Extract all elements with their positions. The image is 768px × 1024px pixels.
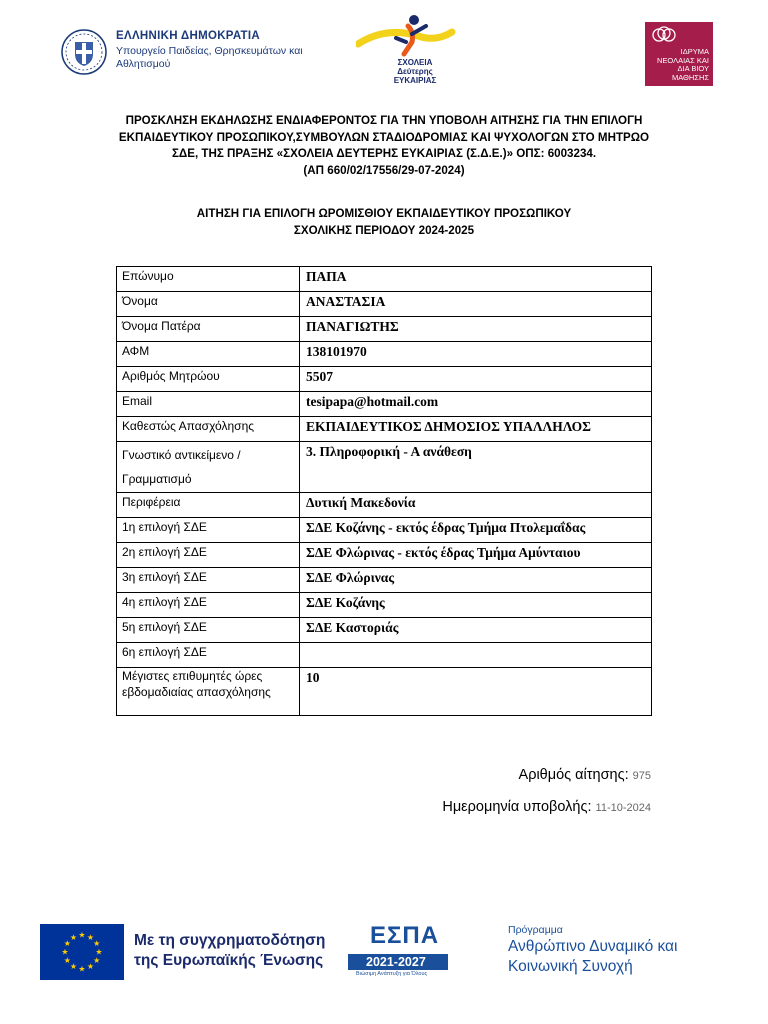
application-number (519, 767, 651, 783)
field-label: 5η επιλογή ΣΔΕ (117, 618, 300, 643)
espa-slogan: Βιώσιμη Ανάπτυξη για Όλους (356, 971, 428, 977)
field-value: ΣΔΕ Φλώρινας - εκτός έδρας Τμήμα Αμύνταιου (300, 543, 652, 568)
table-row (117, 593, 652, 618)
inedivim-mark-icon (645, 22, 713, 48)
eu-star-icon: ★ (63, 939, 71, 948)
field-value: Δυτική Μακεδονία (300, 493, 652, 518)
eu-star-icon: ★ (95, 947, 103, 957)
eu-star-icon: ★ (86, 932, 95, 942)
table-row (117, 342, 652, 367)
sde-logo-text: ΣΧΟΛΕΙΑ Δεύτερης ΕΥΚΑΙΡΙΑΣ (393, 58, 437, 85)
subtitle-line: ΑΙΤΗΣΗ ΓΙΑ ΕΠΙΛΟΓΗ ΩΡΟΜΙΣΘΙΟΥ ΕΚΠΑΙΔΕΥΤΙΚΟΥ ΠΡΟΣΩΠΙΚΟΥ (196, 207, 572, 220)
program-name-line: Ανθρώπινο Δυναμικό και (508, 938, 678, 955)
eu-star-icon: ★ (78, 930, 86, 940)
greek-republic-logo (60, 26, 310, 78)
table-row (117, 543, 652, 568)
greek-coat-of-arms-icon (60, 28, 108, 76)
table-row (117, 568, 652, 593)
field-label: 1η επιλογή ΣΔΕ (117, 518, 300, 543)
eu-flag-icon (40, 924, 124, 980)
field-value: tesipapa@hotmail.com (300, 392, 652, 417)
table-row (117, 518, 652, 543)
field-value: ΣΔΕ Κοζάνης - εκτός έδρας Τμήμα Πτολεμαΐδας (300, 518, 652, 543)
table-row (117, 292, 652, 317)
field-label: Καθεστώς Απασχόλησης (117, 417, 300, 442)
application-number-value: 975 (632, 770, 651, 782)
field-label: Επώνυμο (117, 267, 300, 292)
title-line: ΕΚΠΑΙΔΕΥΤΙΚΟΥ ΠΡΟΣΩΠΙΚΟΥ,ΣΥΜΒΟΥΛΩΝ ΣΤΑΔΙΟΔΡΟΜΙΑΣ ΚΑΙ ΨΥΧΟΛΟΓΩΝ ΣΤΟ ΜΗΤΡΩΟ (118, 130, 650, 144)
eu-text-line: της Ευρωπαϊκής Ένωσης (134, 952, 324, 969)
inedivim-logo (645, 22, 713, 86)
invitation-title (60, 113, 708, 179)
field-label: Αριθμός Μητρώου (117, 367, 300, 392)
table-row (117, 317, 652, 342)
field-value: 3. Πληροφορική - Α ανάθεση (300, 442, 652, 493)
title-line: ΠΡΟΣΚΛΗΣΗ ΕΚΔΗΛΩΣΗΣ ΕΝΔΙΑΦΕΡΟΝΤΟΣ ΓΙΑ ΤΗΝ ΥΠΟΒΟΛΗ ΑΙΤΗΣΗΣ ΓΙΑ ΤΗΝ ΕΠΙΛΟΓΗ (125, 114, 643, 127)
gov-title: ΕΛΛΗΝΙΚΗ ΔΗΜΟΚΡΑΤΙΑ (116, 30, 260, 42)
field-value: ΕΚΠΑΙΔΕΥΤΙΚΟΣ ΔΗΜΟΣΙΟΣ ΥΠΑΛΛΗΛΟΣ (300, 417, 652, 442)
field-label: Όνομα (117, 292, 300, 317)
application-title (60, 205, 708, 239)
program-logo (508, 924, 677, 977)
field-value: ΠΑΠΑ (300, 267, 652, 292)
field-label: 3η επιλογή ΣΔΕ (117, 568, 300, 593)
table-row (117, 442, 652, 493)
field-label: Όνομα Πατέρα (117, 317, 300, 342)
eu-star-icon: ★ (69, 962, 78, 972)
field-value: ΣΔΕ Φλώρινας (300, 568, 652, 593)
ministry-name: Υπουργείο Παιδείας, Θρησκευμάτων και Αθλητισμού (116, 45, 303, 70)
application-number-label: Αριθμός αίτησης: (518, 767, 629, 783)
title-line: (ΑΠ 660/02/17556/29-07-2024) (303, 163, 465, 177)
field-label: Μέγιστες επιθυμητές ώρες εβδομαδιαίας απασχόλησης (117, 668, 300, 716)
eu-star-icon: ★ (78, 964, 86, 974)
field-label: 6η επιλογή ΣΔΕ (117, 643, 300, 668)
field-label: ΑΦΜ (117, 342, 300, 367)
espa-word: ΕΣΠΑ (370, 922, 440, 949)
eu-star-icon: ★ (93, 939, 101, 948)
field-label: Γνωστικό αντικείμενο / Γραμματισμό (117, 442, 300, 493)
eu-star-icon: ★ (63, 956, 71, 965)
eu-text-line: Με τη συγχρηματοδότηση (134, 932, 326, 949)
field-label: Περιφέρεια (117, 493, 300, 518)
submission-date-label: Ημερομηνία υποβολής: (442, 799, 592, 815)
field-value (300, 643, 652, 668)
field-value: 138101970 (300, 342, 652, 367)
espa-years: 2021-2027 (366, 955, 426, 969)
table-row (117, 668, 652, 716)
title-line: ΣΔΕ, ΤΗΣ ΠΡΑΞΗΣ «ΣΧΟΛΕΙΑ ΔΕΥΤΕΡΗΣ ΕΥΚΑΙΡΙΑΣ (Σ.Δ.Ε.)» ΟΠΣ: 6003234. (171, 147, 597, 160)
table-row (117, 417, 652, 442)
program-label: Πρόγραμμα (508, 924, 563, 936)
field-value: ΣΔΕ Καστοριάς (300, 618, 652, 643)
field-value: 5507 (300, 367, 652, 392)
eu-star-icon: ★ (69, 932, 78, 942)
field-value: ΠΑΝΑΓΙΩΤΗΣ (300, 317, 652, 342)
table-row (117, 367, 652, 392)
field-label: Email (117, 392, 300, 417)
field-value: ΣΔΕ Κοζάνης (300, 593, 652, 618)
eu-star-icon: ★ (93, 956, 101, 965)
application-table (116, 266, 652, 716)
table-row (117, 618, 652, 643)
submission-date-value: 11-10-2024 (595, 802, 651, 814)
field-value: ΑΝΑΣΤΑΣΙΑ (300, 292, 652, 317)
field-label: 2η επιλογή ΣΔΕ (117, 543, 300, 568)
submission-date (442, 799, 651, 815)
field-value: 10 (300, 668, 652, 716)
subtitle-line: ΣΧΟΛΙΚΗΣ ΠΕΡΙΟΔΟΥ 2024-2025 (293, 224, 475, 237)
table-row (117, 643, 652, 668)
sde-logo (356, 14, 456, 90)
program-name-line: Κοινωνική Συνοχή (508, 958, 633, 975)
eu-star-icon: ★ (86, 962, 95, 972)
table-row (117, 392, 652, 417)
inedivim-text: ΙΔΡΥΜΑ ΝΕΟΛΑΙΑΣ ΚΑΙ ΔΙΑ ΒΙΟΥ ΜΑΘΗΣΗΣ (656, 47, 709, 82)
table-row (117, 493, 652, 518)
espa-logo (348, 922, 448, 980)
table-row (117, 267, 652, 292)
field-label: 4η επιλογή ΣΔΕ (117, 593, 300, 618)
eu-star-icon: ★ (61, 947, 69, 957)
eu-cofunding-text (134, 931, 325, 971)
